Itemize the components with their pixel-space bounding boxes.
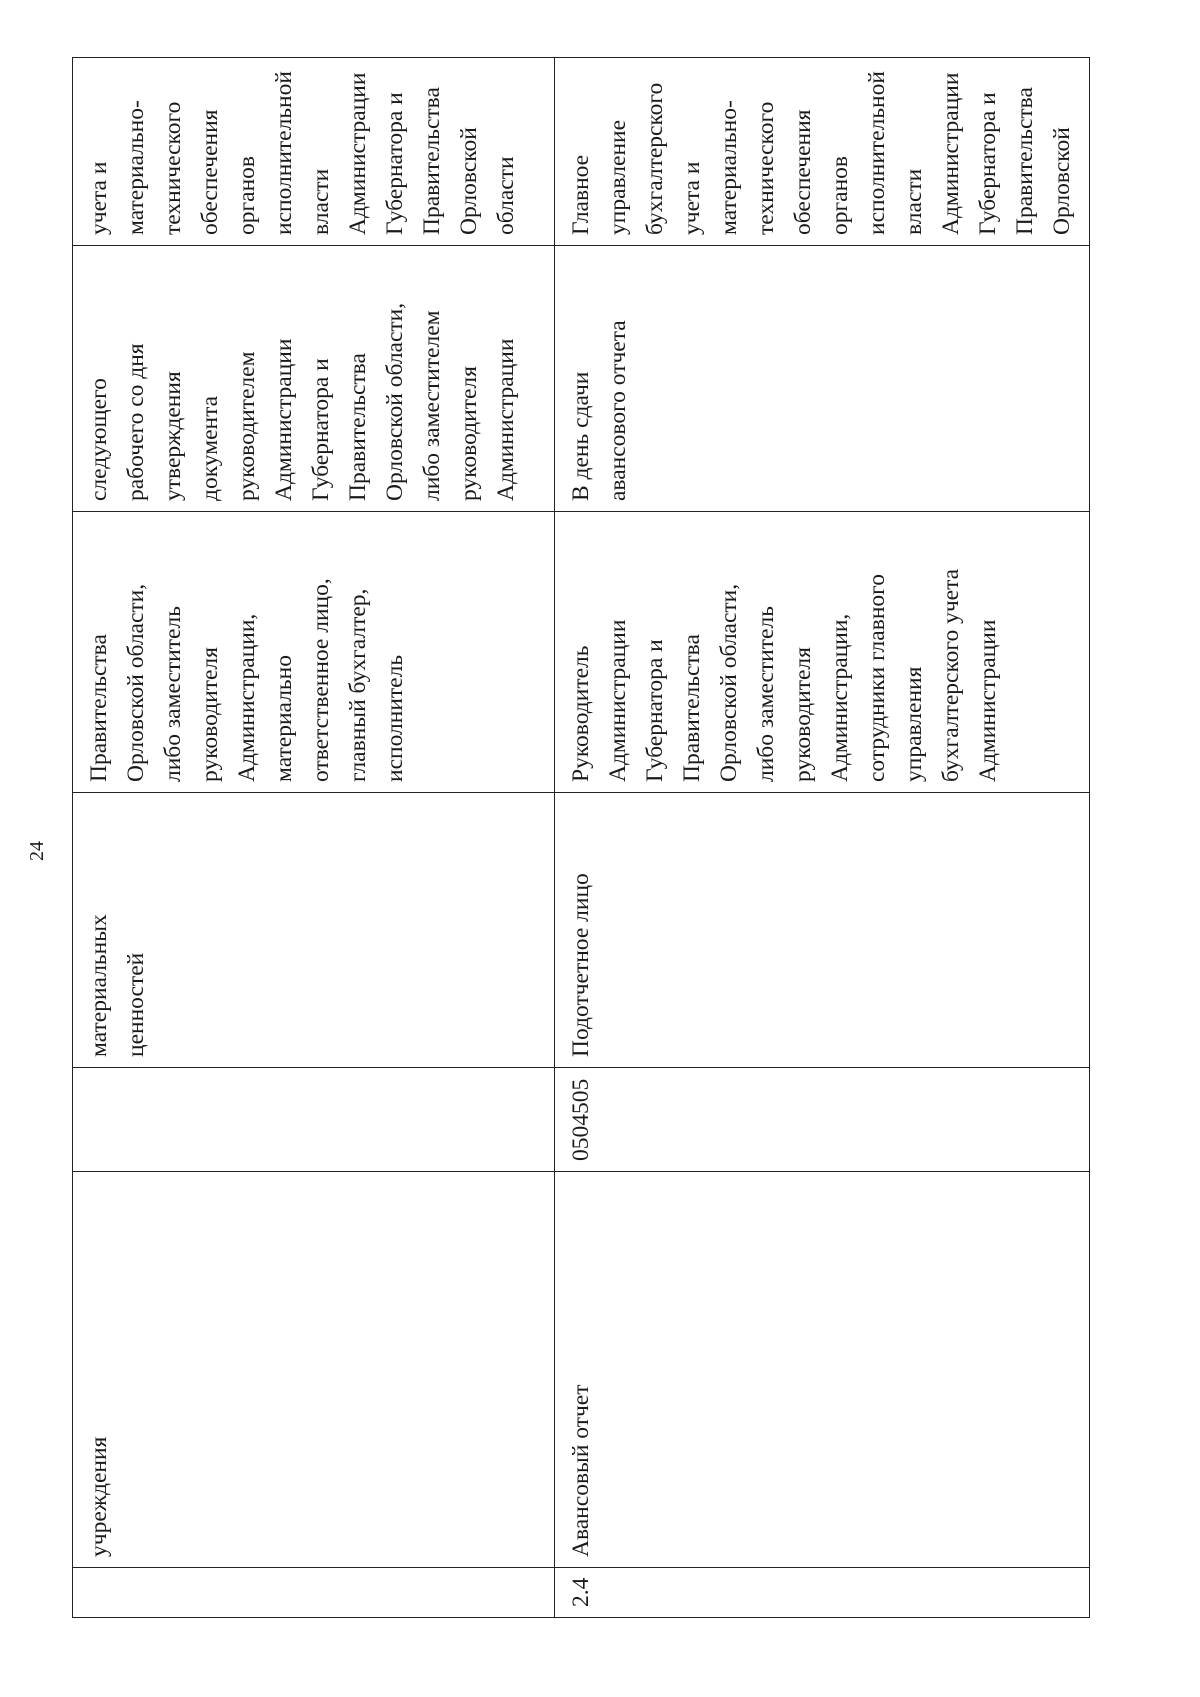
- responsible-cell: материальных ценностей: [73, 793, 555, 1068]
- rotated-table-container: [72, 71, 1090, 1618]
- recipient-cell: учета и материально- технического обеспечения органов исполнительной власти Администрации Губернатора и Правительства Орловской области: [73, 58, 555, 246]
- responsible-cell: Подотчетное лицо: [555, 793, 1090, 1068]
- row-number-cell: [73, 1568, 555, 1618]
- document-table: [72, 57, 1090, 1618]
- table-row: [73, 58, 555, 1618]
- document-name-cell: Авансовый отчет: [555, 1172, 1090, 1568]
- deadline-cell: В день сдачи авансового отчета: [555, 246, 1090, 512]
- signers-cell: Руководитель Администрации Губернатора и Правительства Орловской области, либо заместитель руководителя Администрации, сотрудники главного управления бухгалтерского учета Администрации: [555, 512, 1090, 793]
- row-number-cell: 2.4: [555, 1568, 1090, 1618]
- recipient-cell: Главное управление бухгалтерского учета и материально- технического обеспечения органов исполнительной власти Администрации Губернатора и Правительства Орловской: [555, 58, 1090, 246]
- deadline-cell: следующего рабочего со дня утверждения документа руководителем Администрации Губернатора и Правительства Орловской области, либо заместителем руководителя Администрации: [73, 246, 555, 512]
- table-row: [555, 58, 1090, 1618]
- form-code-cell: [73, 1068, 555, 1172]
- form-code-cell: 0504505: [555, 1068, 1090, 1172]
- page-number: 24: [25, 841, 48, 861]
- signers-cell: Правительства Орловской области, либо заместитель руководителя Администрации, материально ответственное лицо, главный бухгалтер, исполнитель: [73, 512, 555, 793]
- document-name-cell: учреждения: [73, 1172, 555, 1568]
